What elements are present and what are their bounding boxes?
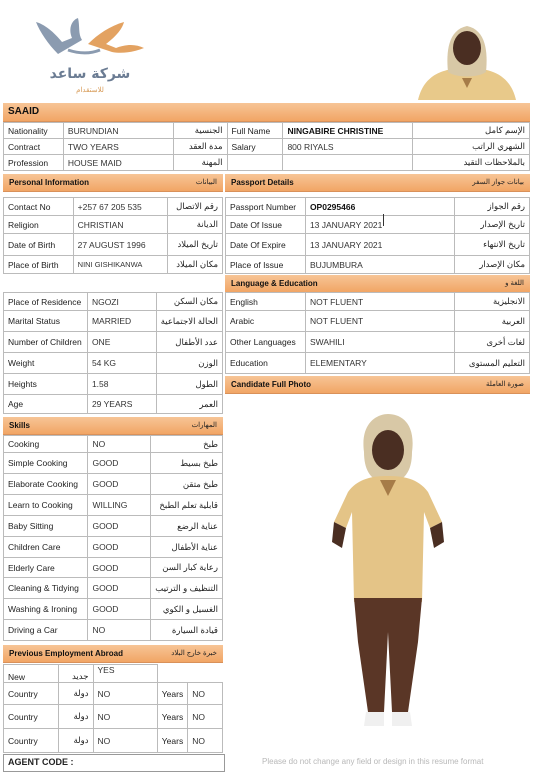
skill-label: Driving a Car bbox=[4, 620, 88, 641]
section-header-language bbox=[225, 275, 530, 293]
table-row bbox=[4, 332, 223, 353]
skill-label-arabic: طبخ بسيط bbox=[151, 453, 223, 474]
skill-label: Children Care bbox=[4, 537, 88, 558]
language-table bbox=[225, 292, 530, 374]
field-label: Religion bbox=[4, 216, 74, 234]
agent-code-label: AGENT CODE : bbox=[8, 757, 74, 767]
info-row bbox=[4, 123, 530, 139]
field-label-arabic: الطول bbox=[156, 374, 222, 395]
field-label-arabic: التعليم المستوى bbox=[455, 353, 530, 374]
field-value: NO bbox=[93, 729, 157, 753]
table-row bbox=[4, 453, 223, 474]
skill-label-arabic: طبخ متقن bbox=[151, 474, 223, 495]
skill-label-arabic: عناية الرضع bbox=[151, 516, 223, 537]
field-value: CHRISTIAN bbox=[73, 216, 167, 234]
section-header-employment bbox=[3, 645, 223, 663]
field-label: Date of Birth bbox=[4, 234, 74, 256]
field-label-arabic: دولة bbox=[58, 729, 93, 753]
years-label: Years bbox=[157, 705, 187, 729]
field-label-arabic: الحالة الاجتماعية bbox=[156, 311, 222, 332]
field-value: 27 AUGUST 1996 bbox=[73, 234, 167, 256]
field-value: MARRIED bbox=[87, 311, 156, 332]
skill-label: Baby Sitting bbox=[4, 516, 88, 537]
section-title: Passport Details bbox=[231, 178, 294, 187]
table-row bbox=[4, 293, 223, 311]
section-title: Candidate Full Photo bbox=[231, 380, 311, 389]
section-title: Skills bbox=[9, 421, 30, 430]
basic-info-table bbox=[3, 122, 530, 171]
info-value: 800 RIYALS bbox=[283, 139, 413, 155]
field-label: Country bbox=[4, 705, 59, 729]
info-value: NINGABIRE CHRISTINE bbox=[283, 123, 413, 139]
skill-value: GOOD bbox=[88, 578, 151, 599]
field-value: NOT FLUENT bbox=[305, 293, 454, 311]
field-value: 1.58 bbox=[87, 374, 156, 395]
table-row bbox=[4, 665, 223, 683]
field-label-arabic: لغات أخرى bbox=[455, 332, 530, 353]
skill-value: GOOD bbox=[88, 453, 151, 474]
field-label-arabic: رقم الجواز bbox=[455, 198, 530, 216]
table-row bbox=[4, 729, 223, 753]
field-label: Place of Birth bbox=[4, 256, 74, 274]
table-row bbox=[4, 599, 223, 620]
text-cursor bbox=[383, 214, 384, 226]
section-title-arabic: بيانات جواز السفر bbox=[472, 179, 524, 186]
candidate-portrait-photo bbox=[418, 12, 516, 100]
field-value: +257 67 205 535 bbox=[73, 198, 167, 216]
table-row bbox=[226, 256, 530, 274]
table-row bbox=[4, 516, 223, 537]
table-row bbox=[4, 705, 223, 729]
section-header-personal bbox=[3, 174, 223, 192]
skill-label: Elaborate Cooking bbox=[4, 474, 88, 495]
info-value: BURUNDIAN bbox=[63, 123, 173, 139]
table-row bbox=[4, 620, 223, 641]
table-row bbox=[4, 256, 223, 274]
table-row bbox=[226, 293, 530, 311]
field-label-arabic: تاريخ الانتهاء bbox=[455, 234, 530, 256]
section-header-photo bbox=[225, 376, 530, 394]
field-label-arabic: مكان الميلاد bbox=[168, 256, 223, 274]
field-value: NO bbox=[93, 683, 157, 705]
field-label-arabic: مكان السكن bbox=[156, 293, 222, 311]
table-row bbox=[226, 234, 530, 256]
field-label-arabic: مكان الإصدار bbox=[455, 256, 530, 274]
info-value: HOUSE MAID bbox=[63, 155, 173, 171]
section-title-arabic: خبرة خارج البلاد bbox=[171, 650, 217, 657]
info-label-arabic: الإسم كامل bbox=[413, 123, 530, 139]
years-label: Years bbox=[157, 683, 187, 705]
format-note: Please do not change any field or design in this resume format bbox=[262, 757, 484, 766]
field-label: Weight bbox=[4, 353, 88, 374]
info-value bbox=[283, 155, 413, 171]
field-label: Education bbox=[226, 353, 306, 374]
personal-info-table bbox=[3, 197, 223, 274]
table-row bbox=[4, 683, 223, 705]
field-label: Country bbox=[4, 729, 59, 753]
field-label-arabic: الوزن bbox=[156, 353, 222, 374]
skill-label-arabic: التنظيف و الترتيب bbox=[151, 578, 223, 599]
field-label: Marital Status bbox=[4, 311, 88, 332]
skill-value: GOOD bbox=[88, 474, 151, 495]
table-row bbox=[4, 495, 223, 516]
field-label-arabic: تاريخ الإصدار bbox=[455, 216, 530, 234]
field-label-arabic: الانجليزية bbox=[455, 293, 530, 311]
candidate-full-photo bbox=[318, 412, 458, 742]
info-value: TWO YEARS bbox=[63, 139, 173, 155]
employment-table bbox=[3, 664, 223, 753]
info-label: Profession bbox=[4, 155, 64, 171]
info-label-arabic: المهنة bbox=[173, 155, 227, 171]
skill-value: GOOD bbox=[88, 537, 151, 558]
skill-value: GOOD bbox=[88, 599, 151, 620]
info-label-arabic: بالملاحظات التقيد bbox=[413, 155, 530, 171]
field-label: Age bbox=[4, 395, 88, 414]
skill-label: Simple Cooking bbox=[4, 453, 88, 474]
field-label-arabic: عدد الأطفال bbox=[156, 332, 222, 353]
field-value: BUJUMBURA bbox=[305, 256, 454, 274]
field-label: Place of Residence bbox=[4, 293, 88, 311]
company-tagline-arabic: للاستقدام bbox=[76, 87, 104, 94]
info-row bbox=[4, 139, 530, 155]
field-label: Heights bbox=[4, 374, 88, 395]
skill-value: NO bbox=[88, 620, 151, 641]
skill-label: Elderly Care bbox=[4, 558, 88, 578]
field-value: SWAHILI bbox=[305, 332, 454, 353]
field-value: NGOZI bbox=[87, 293, 156, 311]
section-header-skills bbox=[3, 417, 223, 435]
field-label: Other Languages bbox=[226, 332, 306, 353]
skill-value: GOOD bbox=[88, 516, 151, 537]
passport-number-field[interactable]: OP0295466 bbox=[305, 198, 454, 216]
table-row bbox=[226, 216, 530, 234]
personal-details-table bbox=[3, 292, 223, 414]
section-title: Previous Employment Abroad bbox=[9, 649, 123, 658]
field-label-arabic: دولة bbox=[58, 683, 93, 705]
table-row bbox=[4, 353, 223, 374]
agent-code-box[interactable] bbox=[3, 754, 225, 772]
field-label: Place of Issue bbox=[226, 256, 306, 274]
info-label-arabic: مدة العقد bbox=[173, 139, 227, 155]
field-label-arabic: دولة bbox=[58, 705, 93, 729]
company-name-arabic: شركة ساعد bbox=[49, 66, 131, 82]
skill-label: Cooking bbox=[4, 436, 88, 453]
table-row bbox=[4, 395, 223, 414]
candidate-title: SAAID bbox=[8, 106, 40, 117]
section-title-arabic: اللغة و bbox=[505, 280, 524, 287]
table-row bbox=[4, 234, 223, 256]
info-label: Salary bbox=[227, 139, 283, 155]
field-label: Arabic bbox=[226, 311, 306, 332]
company-logo bbox=[28, 14, 150, 94]
field-value: ELEMENTARY bbox=[305, 353, 454, 374]
info-label: Contract bbox=[4, 139, 64, 155]
candidate-title-bar bbox=[3, 103, 530, 122]
table-row bbox=[4, 374, 223, 395]
skill-value: GOOD bbox=[88, 558, 151, 578]
field-label-arabic: رقم الاتصال bbox=[168, 198, 223, 216]
years-value: NO bbox=[188, 705, 223, 729]
info-label: Nationality bbox=[4, 123, 64, 139]
field-value: 29 YEARS bbox=[87, 395, 156, 414]
table-row bbox=[226, 353, 530, 374]
field-label-arabic: جديد bbox=[58, 665, 93, 683]
table-row bbox=[4, 474, 223, 495]
info-label: Full Name bbox=[227, 123, 283, 139]
skill-value: WILLING bbox=[88, 495, 151, 516]
info-label-arabic: الشهري الراتب bbox=[413, 139, 530, 155]
years-label: Years bbox=[157, 729, 187, 753]
field-label: New bbox=[4, 665, 59, 683]
info-label bbox=[227, 155, 283, 171]
table-row bbox=[226, 198, 530, 216]
passport-table bbox=[225, 197, 530, 274]
table-row bbox=[226, 311, 530, 332]
info-row bbox=[4, 155, 530, 171]
field-label: Date Of Issue bbox=[226, 216, 306, 234]
skill-label-arabic: قيادة السيارة bbox=[151, 620, 223, 641]
skill-label-arabic: قابلية تعلم الطبخ bbox=[151, 495, 223, 516]
skill-label: Cleaning & Tidying bbox=[4, 578, 88, 599]
skill-label-arabic: عناية الأطفال bbox=[151, 537, 223, 558]
info-label-arabic: الجنسية bbox=[173, 123, 227, 139]
years-value: NO bbox=[188, 729, 223, 753]
field-label: English bbox=[226, 293, 306, 311]
table-row bbox=[4, 436, 223, 453]
field-label-arabic: العربية bbox=[455, 311, 530, 332]
skill-label: Learn to Cooking bbox=[4, 495, 88, 516]
field-label-arabic: تاريخ الميلاد bbox=[168, 234, 223, 256]
field-value: 54 KG bbox=[87, 353, 156, 374]
field-label: Country bbox=[4, 683, 59, 705]
field-label-arabic: الديانة bbox=[168, 216, 223, 234]
table-row bbox=[4, 578, 223, 599]
field-value: YES bbox=[93, 665, 157, 683]
table-row bbox=[226, 332, 530, 353]
field-value: NOT FLUENT bbox=[305, 311, 454, 332]
skills-table bbox=[3, 435, 223, 641]
field-label: Passport Number bbox=[226, 198, 306, 216]
table-row bbox=[4, 537, 223, 558]
years-value: NO bbox=[188, 683, 223, 705]
field-label-arabic: العمر bbox=[156, 395, 222, 414]
table-row bbox=[4, 198, 223, 216]
table-row bbox=[4, 311, 223, 332]
skill-value: NO bbox=[88, 436, 151, 453]
section-title: Language & Education bbox=[231, 279, 318, 288]
issue-date-field[interactable]: 13 JANUARY 2021 bbox=[305, 216, 454, 234]
field-value: NO bbox=[93, 705, 157, 729]
field-value: NINI GISHIKANWA bbox=[73, 256, 167, 274]
field-label: Number of Children bbox=[4, 332, 88, 353]
section-title-arabic: صورة العاملة bbox=[486, 381, 524, 388]
skill-label-arabic: طبخ bbox=[151, 436, 223, 453]
section-title: Personal Information bbox=[9, 178, 90, 187]
section-title-arabic: المهارات bbox=[191, 422, 217, 429]
field-value: ONE bbox=[87, 332, 156, 353]
section-title-arabic: البيانات bbox=[195, 179, 217, 186]
expire-date-field[interactable]: 13 JANUARY 2021 bbox=[305, 234, 454, 256]
table-row bbox=[4, 216, 223, 234]
field-label: Date Of Expire bbox=[226, 234, 306, 256]
skill-label: Washing & Ironing bbox=[4, 599, 88, 620]
field-label: Contact No bbox=[4, 198, 74, 216]
skill-label-arabic: رعاية كبار السن bbox=[151, 558, 223, 578]
skill-label-arabic: الغسيل و الكوي bbox=[151, 599, 223, 620]
section-header-passport bbox=[225, 174, 530, 192]
table-row bbox=[4, 558, 223, 578]
